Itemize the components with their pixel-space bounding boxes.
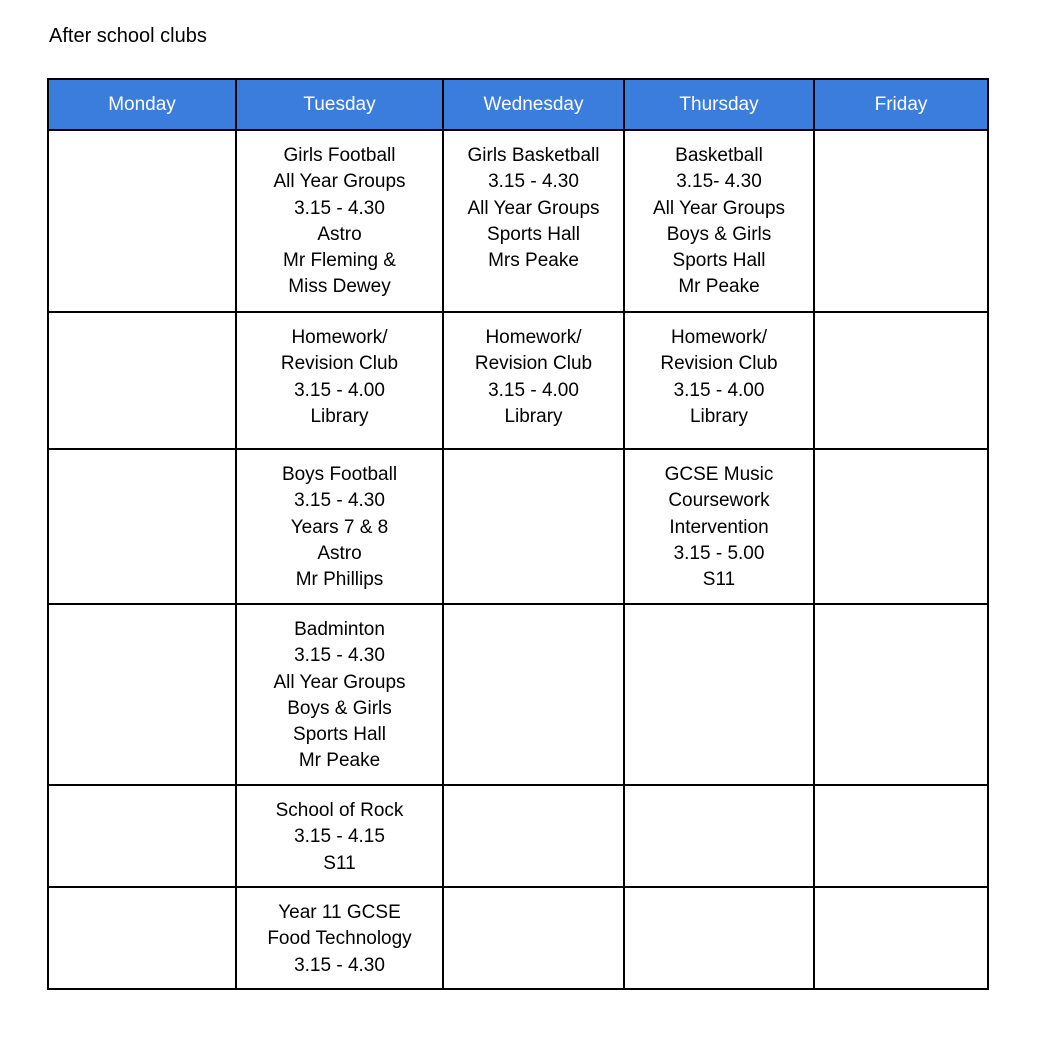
club-line: 3.15 - 4.30 xyxy=(294,645,385,667)
table-cell-friday xyxy=(814,130,988,312)
table-cell-thursday xyxy=(624,785,814,887)
club-line: S11 xyxy=(323,852,356,874)
table-cell-monday xyxy=(48,449,236,604)
club-line: Sports Hall xyxy=(293,724,386,746)
club-line: Boys Football xyxy=(281,464,398,485)
table-cell-thursday xyxy=(624,887,814,989)
club-line: Homework/ xyxy=(485,327,582,348)
day-header-tuesday: Tuesday xyxy=(236,79,443,130)
club-line: Intervention xyxy=(669,516,769,538)
table-cell-friday xyxy=(814,604,988,785)
day-header-wednesday: Wednesday xyxy=(443,79,624,130)
table-cell-tuesday xyxy=(236,130,443,312)
club-line: Revision Club xyxy=(280,353,399,375)
club-line: Revision Club xyxy=(474,353,593,375)
table-cell-thursday xyxy=(624,130,814,312)
club-line: GCSE Music xyxy=(664,464,774,485)
club-line: Miss Dewey xyxy=(288,276,391,298)
table-cell-wednesday xyxy=(443,604,624,785)
table-cell-thursday xyxy=(624,312,814,449)
club-line: Boys & Girls xyxy=(666,223,772,245)
table-cell-monday xyxy=(48,785,236,887)
table-cell-friday xyxy=(814,449,988,604)
club-line: 3.15 - 4.30 xyxy=(294,197,385,219)
table-cell-monday xyxy=(48,887,236,989)
club-line: Astro xyxy=(317,542,362,564)
club-line: Years 7 & 8 xyxy=(290,516,389,538)
club-line: Mr Peake xyxy=(298,750,381,772)
club-line: 3.15 - 5.00 xyxy=(673,542,765,564)
day-header-friday: Friday xyxy=(814,79,988,130)
table-cell-wednesday xyxy=(443,785,624,887)
club-line: Astro xyxy=(317,223,362,245)
club-line: Revision Club xyxy=(660,353,778,375)
club-line: 3.15 - 4.30 xyxy=(294,490,385,512)
club-line: School of Rock xyxy=(275,800,404,821)
club-line: All Year Groups xyxy=(467,197,600,219)
club-line: Library xyxy=(310,405,369,427)
day-header-monday: Monday xyxy=(48,79,236,130)
table-row xyxy=(48,604,988,785)
table-cell-wednesday xyxy=(443,312,624,449)
table-cell-tuesday xyxy=(236,312,443,449)
table-row xyxy=(48,130,988,312)
club-line: Mr Fleming & xyxy=(283,250,396,272)
club-line: Girls Basketball xyxy=(467,145,600,166)
table-cell-friday xyxy=(814,785,988,887)
club-line: 3.15 - 4.30 xyxy=(488,171,579,193)
table-row xyxy=(48,312,988,449)
table-cell-friday xyxy=(814,887,988,989)
page-title: After school clubs xyxy=(49,25,207,47)
club-line: Mr Phillips xyxy=(295,569,384,591)
table-cell-monday xyxy=(48,312,236,449)
club-line: 3.15- 4.30 xyxy=(676,171,762,193)
club-line: Coursework xyxy=(668,490,770,512)
table-cell-wednesday xyxy=(443,130,624,312)
club-line: Boys & Girls xyxy=(287,697,392,719)
table-row xyxy=(48,785,988,887)
table-cell-tuesday xyxy=(236,887,443,989)
club-line: Library xyxy=(504,405,563,427)
club-line: 3.15 - 4.00 xyxy=(294,379,385,401)
table-cell-wednesday xyxy=(443,449,624,604)
club-line: S11 xyxy=(702,569,736,591)
club-line: All Year Groups xyxy=(273,171,406,193)
table-cell-tuesday xyxy=(236,785,443,887)
table-row xyxy=(48,887,988,989)
club-line: 3.15 - 4.00 xyxy=(673,379,765,401)
table-cell-friday xyxy=(814,312,988,449)
club-line: Badminton xyxy=(294,619,385,640)
club-line: Sports Hall xyxy=(487,223,580,245)
club-line: Basketball xyxy=(675,145,763,166)
club-line: 3.15 - 4.15 xyxy=(294,826,385,848)
club-line: Sports Hall xyxy=(672,250,766,272)
table-cell-thursday xyxy=(624,449,814,604)
table-cell-tuesday xyxy=(236,604,443,785)
header-row xyxy=(48,79,988,130)
table-cell-thursday xyxy=(624,604,814,785)
club-line: All Year Groups xyxy=(652,197,786,219)
table-cell-tuesday xyxy=(236,449,443,604)
club-line: Food Technology xyxy=(267,928,412,950)
table-row xyxy=(48,449,988,604)
table-cell-wednesday xyxy=(443,887,624,989)
club-line: All Year Groups xyxy=(273,671,406,693)
club-line: 3.15 - 4.30 xyxy=(294,954,385,976)
club-line: Homework/ xyxy=(291,327,388,348)
club-line: Homework/ xyxy=(670,327,768,348)
clubs-timetable xyxy=(47,78,989,990)
club-line: Library xyxy=(689,405,749,427)
club-line: Mr Peake xyxy=(678,276,760,298)
club-line: Year 11 GCSE xyxy=(278,902,401,923)
club-line: Girls Football xyxy=(283,145,396,166)
table-cell-monday xyxy=(48,130,236,312)
day-header-thursday: Thursday xyxy=(624,79,814,130)
club-line: 3.15 - 4.00 xyxy=(488,379,579,401)
table-cell-monday xyxy=(48,604,236,785)
club-line: Mrs Peake xyxy=(488,250,579,272)
